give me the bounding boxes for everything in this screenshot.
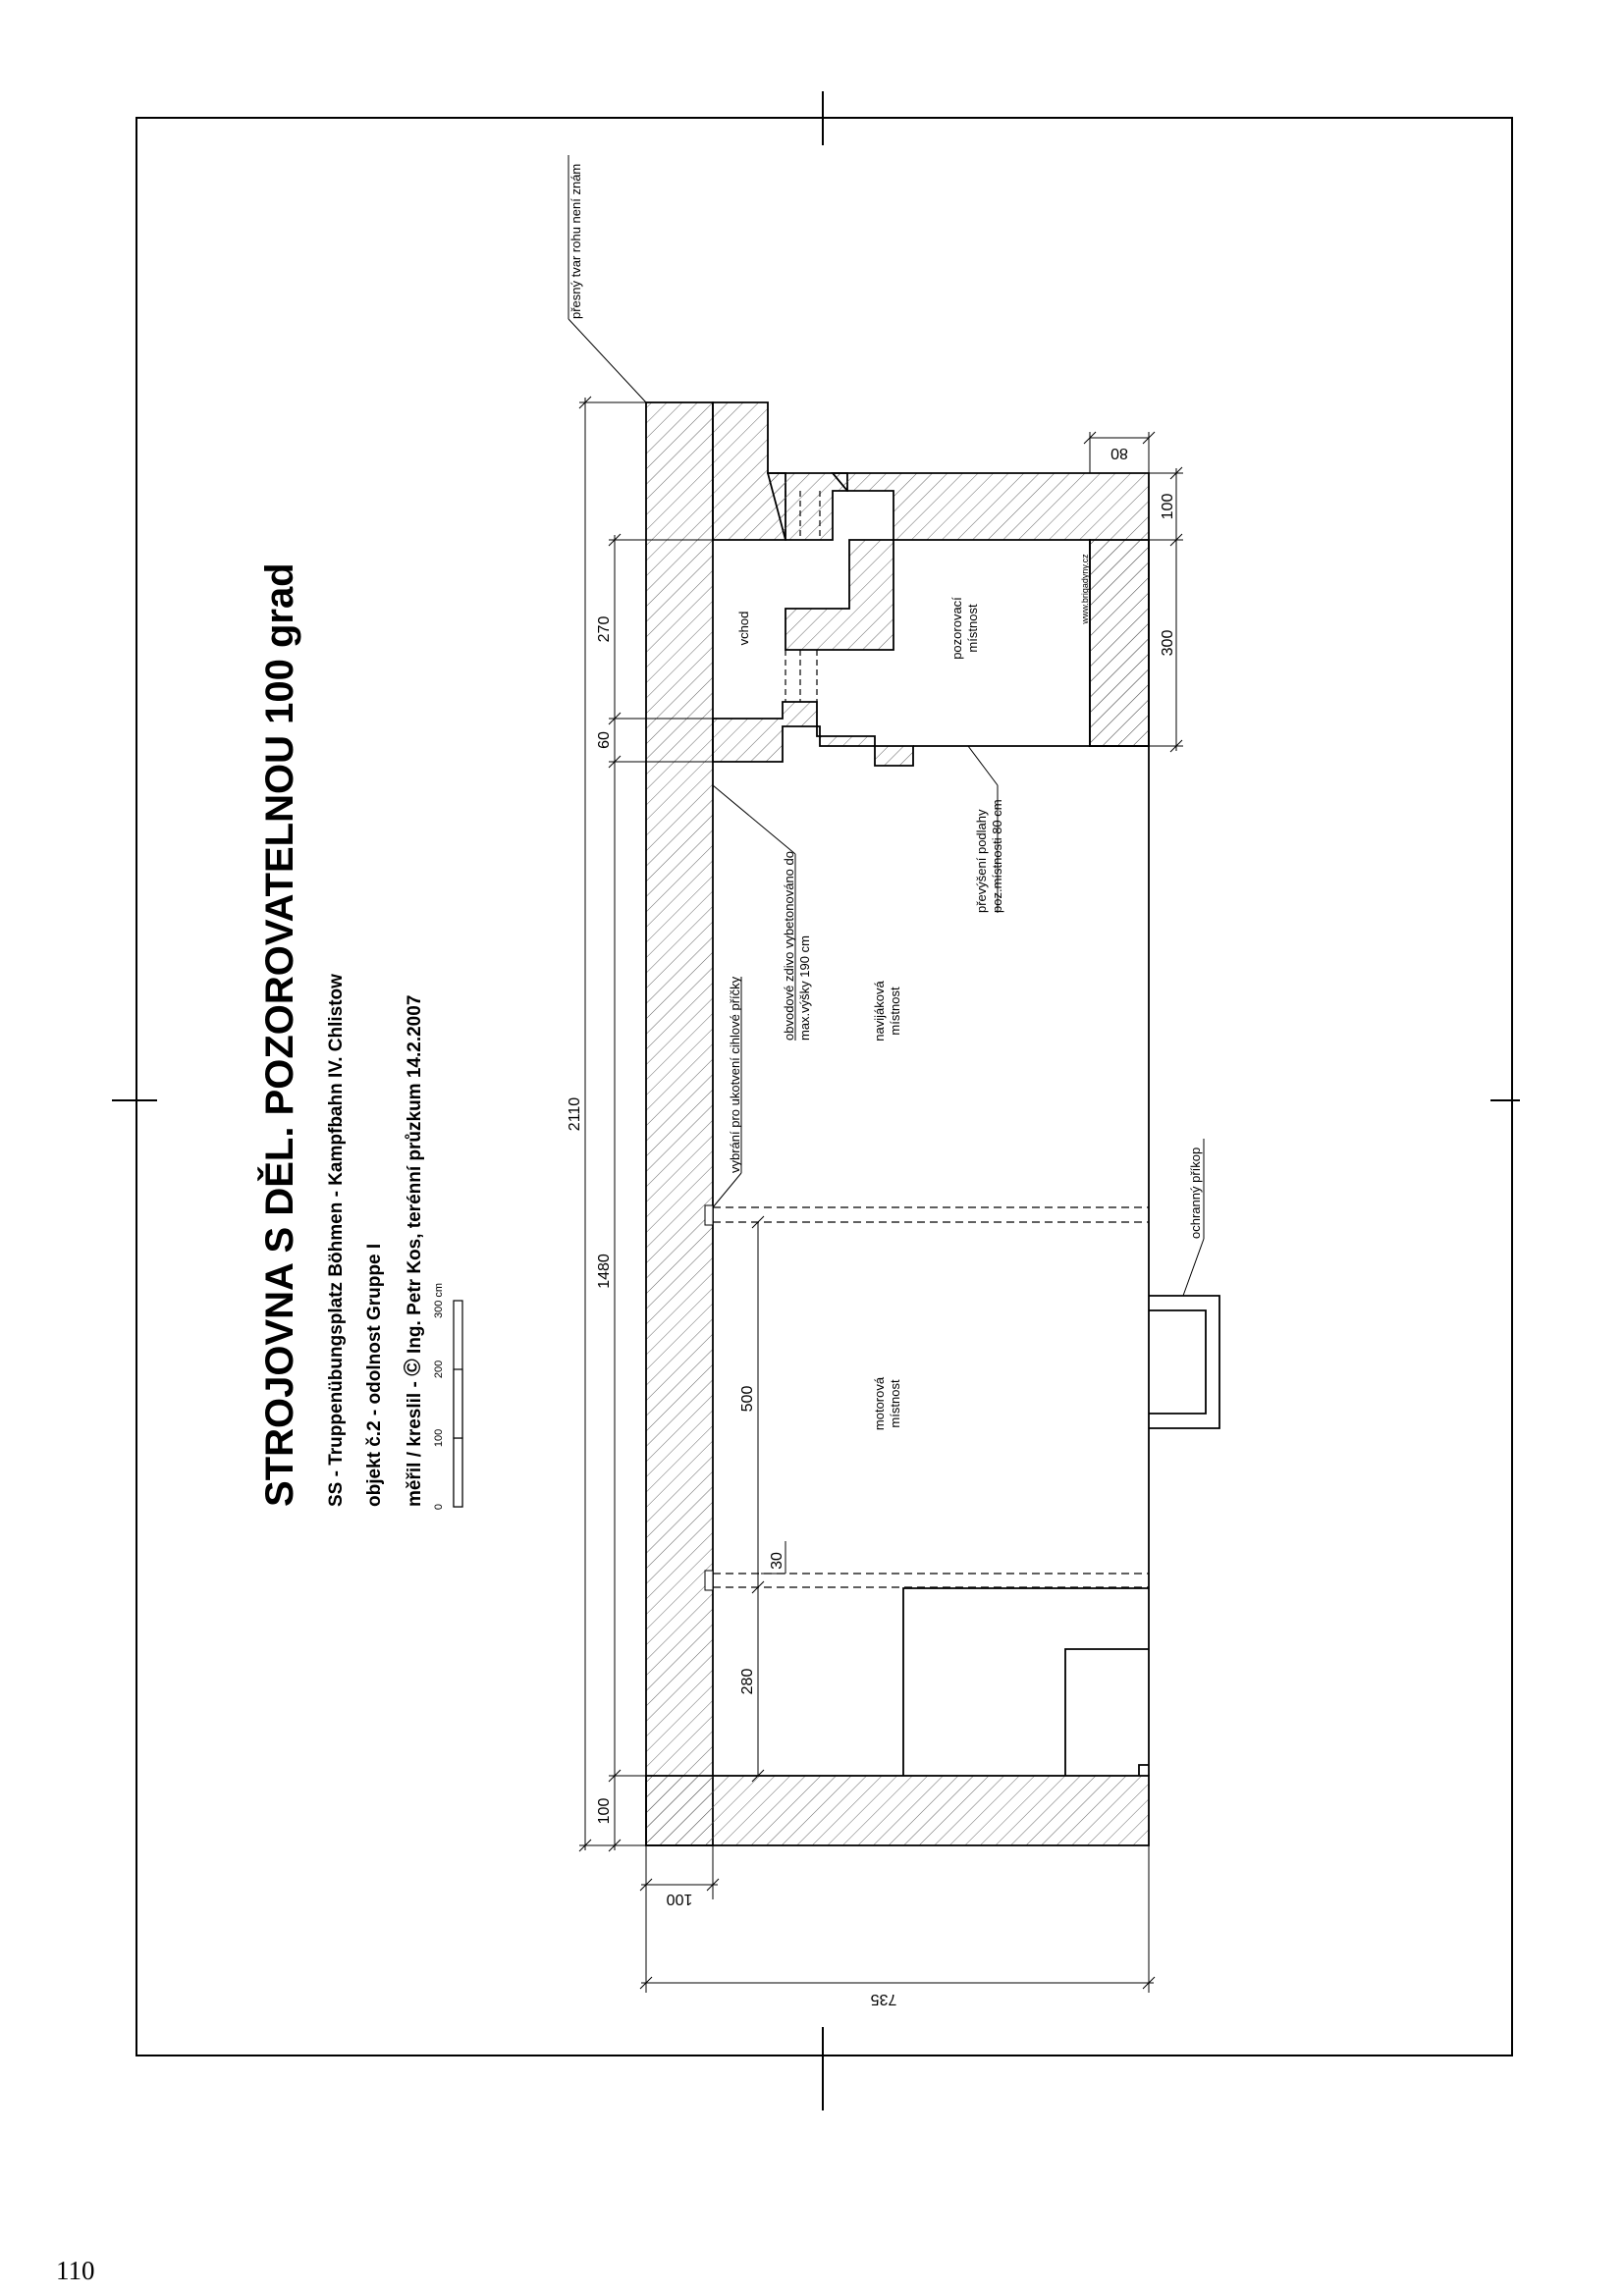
dim-270: 270 [596, 615, 613, 643]
room-label-navijakova [872, 981, 902, 1041]
svg-text:místnost: místnost [888, 1379, 902, 1428]
annotation-corner [568, 155, 646, 402]
scale-tick-100: 100 [433, 1428, 445, 1448]
svg-text:vybrání pro ukotvení cihlové p: vybrání pro ukotvení cihlové příčky [728, 976, 742, 1173]
drawing-subtitle-object: objekt č.2 - odolnost Gruppe I [364, 1243, 385, 1507]
dim-500: 500 [739, 1385, 756, 1413]
svg-text:místnost: místnost [965, 604, 980, 653]
dim-30: 30 [769, 1552, 785, 1570]
annotation-prevyseni [968, 746, 1004, 913]
floor-plan [567, 155, 1219, 2007]
wall-hatch [646, 402, 1149, 1845]
dim-300: 300 [1160, 629, 1176, 657]
scale-tick-200: 200 [433, 1360, 445, 1379]
svg-text:motorová: motorová [872, 1376, 887, 1431]
svg-text:poz.místnosti 80 cm: poz.místnosti 80 cm [990, 799, 1004, 913]
dim-100-right: 100 [1160, 493, 1176, 520]
title-block [256, 562, 426, 1507]
dim-100-left: 100 [596, 1797, 613, 1825]
dim-overall-2110: 2110 [567, 1096, 583, 1132]
dim-735: 735 [870, 1991, 897, 2007]
room-label-vchod: vchod [736, 611, 751, 646]
svg-text:pozorovací: pozorovací [949, 597, 964, 660]
svg-text:přesný tvar rohu není znám: přesný tvar rohu není znám [568, 163, 583, 319]
svg-text:navijáková: navijáková [872, 981, 887, 1041]
dim-280: 280 [739, 1668, 756, 1695]
drawing-title: STROJOVNA S DĚL. POZOROVATELNOU 100 grad [258, 562, 301, 1507]
svg-text:max.výšky 190 cm: max.výšky 190 cm [797, 935, 812, 1041]
room-label-motorova [872, 1376, 902, 1430]
dim-1480: 1480 [596, 1254, 613, 1289]
svg-text:převýšení podlahy: převýšení podlahy [974, 809, 989, 913]
annotation-prikop [1183, 1139, 1204, 1296]
partition-lines [713, 1207, 1149, 1587]
drawing-subtitle-author: měřil / kreslil - © Ing. Petr Kos, terénní průzkum 14.2.2007 [400, 994, 426, 1507]
page-number: 110 [56, 2256, 95, 2285]
scale-bar [433, 1283, 462, 1510]
svg-text:ochranný příkop: ochranný příkop [1188, 1147, 1203, 1239]
svg-text:místnost: místnost [888, 987, 902, 1036]
hall-outline [903, 746, 1219, 1776]
dim-80: 80 [1110, 445, 1128, 461]
watermark-text: www.brigadyny.cz [1080, 554, 1090, 624]
scale-tick-300: 300 cm [433, 1282, 445, 1319]
dim-100-bottom: 100 [666, 1891, 693, 1907]
copyright-icon: © [400, 1359, 426, 1376]
annotation-vybrani [713, 976, 742, 1207]
drawing-subtitle-site: SS - Truppenübungsplatz Böhmen - Kampfbahn IV. Chlistow [326, 974, 347, 1507]
svg-text:obvodové zdivo vybetonováno do: obvodové zdivo vybetonováno do [782, 851, 796, 1041]
room-label-pozorovaci [949, 597, 980, 660]
scale-tick-0: 0 [433, 1503, 445, 1511]
dim-60: 60 [596, 731, 613, 749]
